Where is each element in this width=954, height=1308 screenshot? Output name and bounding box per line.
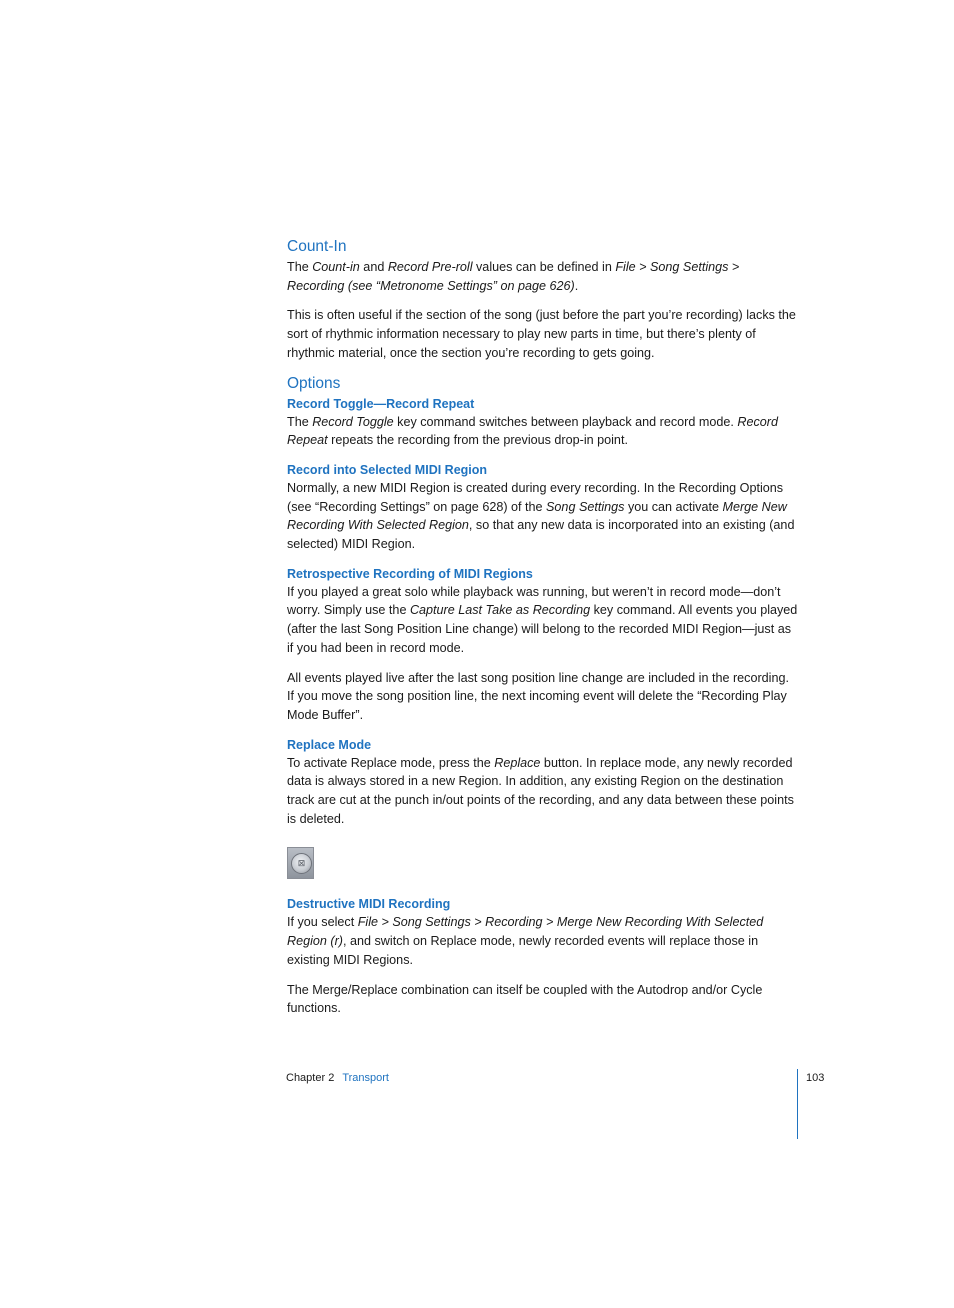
subheading-retrospective: Retrospective Recording of MIDI Regions bbox=[287, 566, 533, 581]
paragraph-destructive-2: The Merge/Replace combination can itself be coupled with the Autodrop and/or Cycle functions. bbox=[287, 982, 763, 1016]
footer-divider bbox=[797, 1069, 798, 1139]
page-number: 103 bbox=[806, 1072, 825, 1084]
paragraph-retrospective-2: All events played live after the last song position line change are included in the recording. If you move the song position line, the next incoming event will delete the “Recording Play Mode Buffer”. bbox=[287, 670, 789, 722]
paragraph-retrospective-1: If you played a great solo while playback was running, but weren’t in record mode—don’t worry. Simply use the Capture Last Take as Recording key command. All events you played (after the last Song Position Line change) will belong to the recorded MIDI Region—just as if you had been in record mode. bbox=[287, 584, 798, 655]
footer-chapter: Chapter 2 bbox=[286, 1072, 335, 1084]
paragraph-record-toggle: The Record Toggle key command switches between playback and record mode. Record Repeat repeats the recording from the previous drop-in point. bbox=[287, 414, 778, 448]
subheading-record-toggle: Record Toggle—Record Repeat bbox=[287, 396, 475, 411]
heading-count-in: Count-In bbox=[287, 238, 347, 255]
paragraph-count-in-2: This is often useful if the section of the song (just before the part you’re recording) lacks the sort of rhythmic information necessary to play new parts in time, but there’s plenty of rhythmic material, once the section you’re recording to gets going. bbox=[287, 308, 796, 360]
heading-options: Options bbox=[287, 374, 341, 392]
subheading-record-selected: Record into Selected MIDI Region bbox=[287, 462, 488, 477]
page-content bbox=[287, 236, 799, 1018]
paragraph-record-selected: Normally, a new MIDI Region is created during every recording. In the Recording Options (see “Recording Settings” on page 628) of the Song Settings you can activate Merge New Recording With Selected Region, so that any new data is incorporated into an existing (and selected) MIDI Region. bbox=[287, 480, 795, 552]
footer-chapter-info bbox=[286, 1068, 389, 1088]
replace-button-figure bbox=[287, 847, 314, 879]
subheading-replace-mode: Replace Mode bbox=[287, 737, 372, 752]
replace-button-icon: ⊠ bbox=[291, 853, 312, 874]
paragraph-destructive-1: If you select File > Song Settings > Recording > Merge New Recording With Selected Region (r), and switch on Replace mode, newly recorded events will replace those in existing MIDI Regions. bbox=[287, 915, 764, 967]
paragraph-count-in-1: The Count-in and Record Pre-roll values can be defined in File > Song Settings > Recording (see “Metronome Settings” on page 626). bbox=[287, 260, 740, 293]
paragraph-replace-mode: To activate Replace mode, press the Replace button. In replace mode, any newly recorded data is always stored in a new Region. In addition, any existing Region on the destination track are cut at the punch in/out points of the recording, and any data between these points is deleted. bbox=[287, 755, 794, 826]
subheading-destructive: Destructive MIDI Recording bbox=[287, 897, 451, 912]
footer-section-link[interactable]: Transport bbox=[342, 1072, 389, 1084]
